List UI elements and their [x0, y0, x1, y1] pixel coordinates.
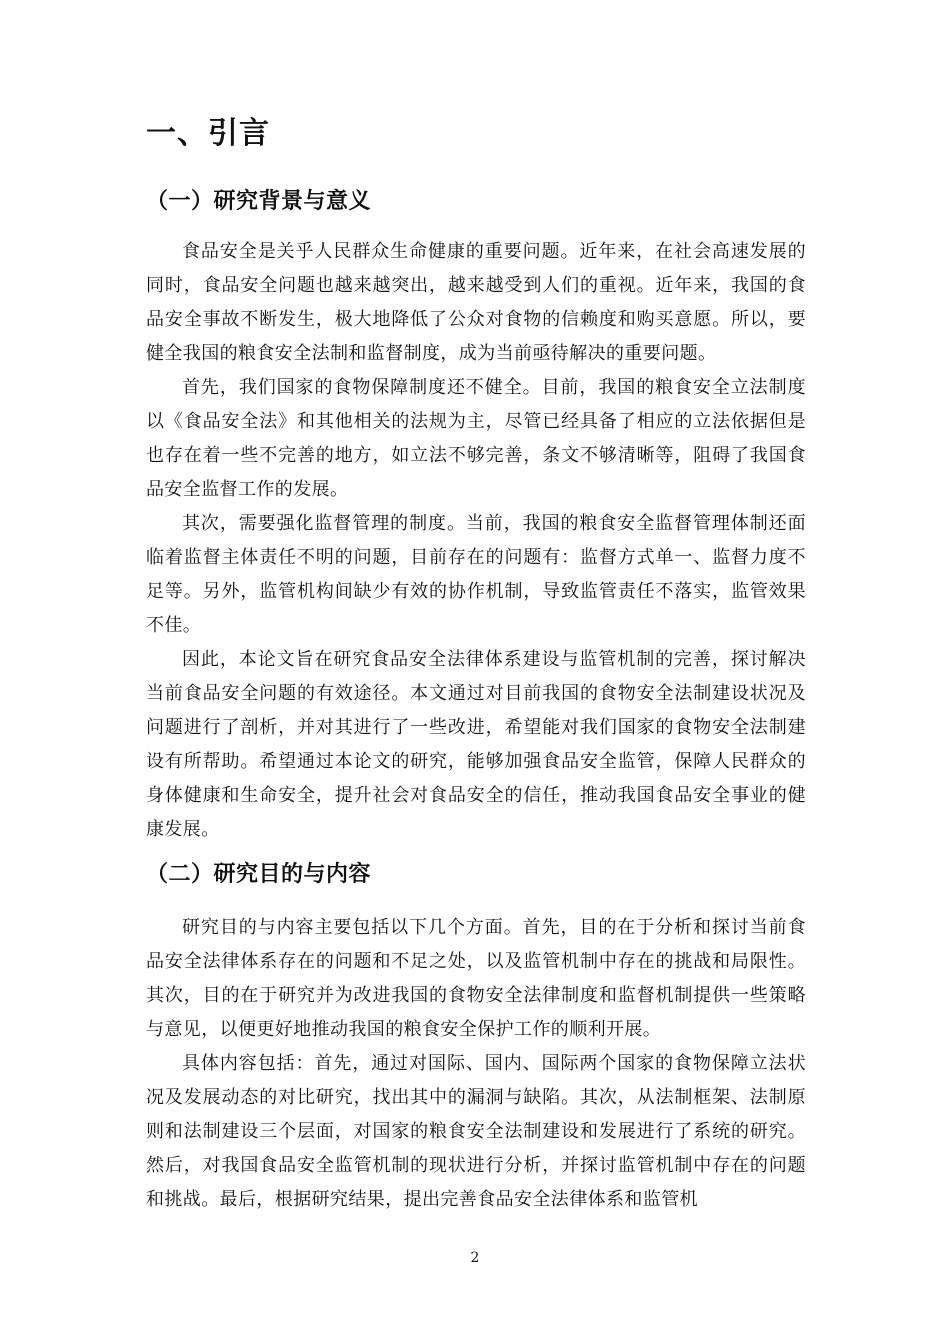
paragraph: 其次，需要强化监督管理的制度。当前，我国的粮食安全监督管理体制还面临着监督主体责任不明的问题，目前存在的问题有：监督方式单一、监督力度不足等。另外，监管机构间缺少有效的协作机制，导致监管责任不落实，监管效果不佳。: [146, 513, 806, 636]
paragraph: 研究目的与内容主要包括以下几个方面。首先，目的在于分析和探讨当前食品安全法律体系存在的问题和不足之处，以及监管机制中存在的挑战和局限性。其次，目的在于研究并为改进我国的食物安全法律制度和监督机制提供一些策略与意见，以便更好地推动我国的粮食安全保护工作的顺利开展。: [146, 917, 806, 1040]
paragraph: 首先，我们国家的食物保障制度还不健全。目前，我国的粮食安全立法制度以《食品安全法》和其他相关的法规为主，尽管已经具备了相应的立法依据但是也存在着一些不完善的地方，如立法不够完善，条文不够清晰等，阻碍了我国食品安全监督工作的发展。: [146, 377, 806, 500]
section-body-purpose: [146, 911, 806, 1217]
section-body-background: [146, 235, 806, 847]
section-title-purpose: （二）研究目的与内容: [146, 862, 372, 887]
paragraph: 因此，本论文旨在研究食品安全法律体系建设与监管机制的完善，探讨解决当前食品安全问题的有效途径。本文通过对目前我国的食物安全法制建设状况及问题进行了剖析，并对其进行了一些改进，希望能对我们国家的食物安全法制建设有所帮助。希望通过本论文的研究，能够加强食品安全监管，保障人民群众的身体健康和生命安全，提升社会对食品安全的信任，推动我国食品安全事业的健康发展。: [146, 649, 806, 840]
paragraph: 具体内容包括：首先，通过对国际、国内、国际两个国家的食物保障立法状况及发展动态的对比研究，找出其中的漏洞与缺陷。其次，从法制框架、法制原则和法制建设三个层面，对国家的粮食安全法制建设和发展进行了系统的研究。然后，对我国食品安全监管机制的现状进行分析，并探讨监管机制中存在的问题和挑战。最后，根据研究结果，提出完善食品安全法律体系和监管机: [146, 1053, 806, 1210]
section-title-background: （一）研究背景与意义: [146, 189, 372, 214]
chapter-title: 一、引言: [146, 116, 270, 151]
page-number: 2: [470, 1250, 480, 1266]
paragraph: 食品安全是关乎人民群众生命健康的重要问题。近年来，在社会高速发展的同时，食品安全问题也越来越突出，越来越受到人们的重视。近年来，我国的食品安全事故不断发生，极大地降低了公众对食物的信赖度和购买意愿。所以，要健全我国的粮食安全法制和监督制度，成为当前亟待解决的重要问题。: [146, 241, 806, 364]
